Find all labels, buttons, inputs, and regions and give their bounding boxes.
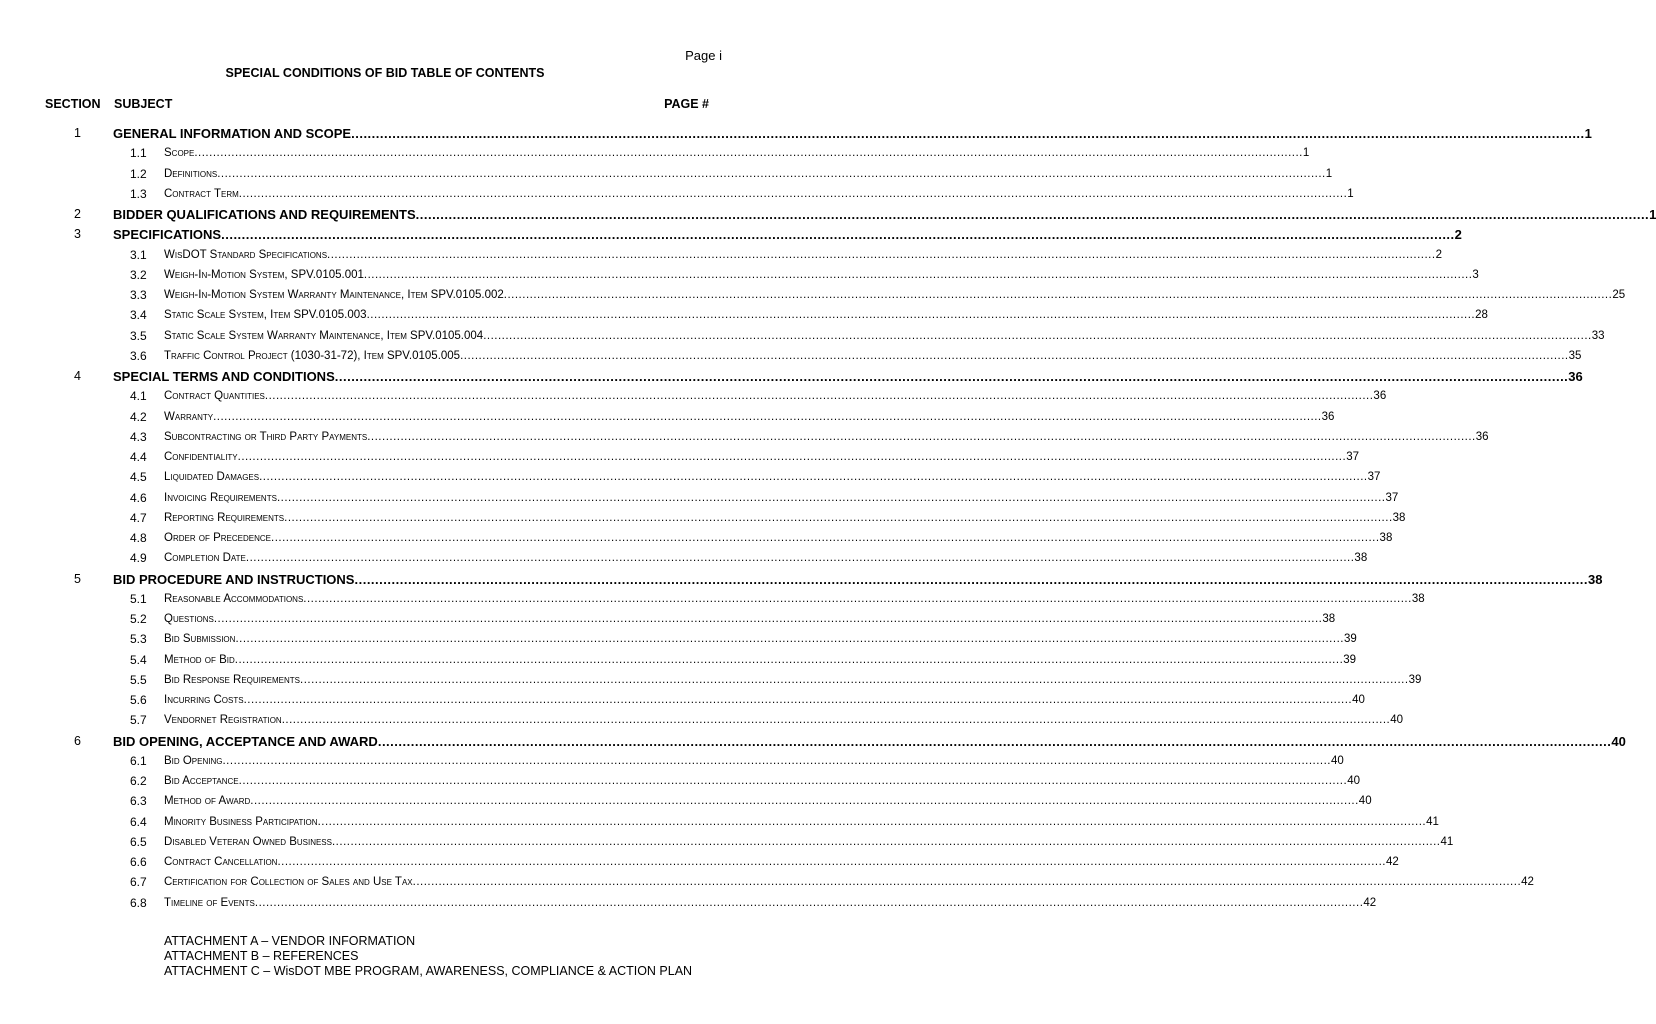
toc-entry[interactable] — [164, 714, 1404, 727]
dot-leader: ............................................................................................................................................................................................................................................................................................................ — [221, 227, 1455, 243]
toc-page-number: 1 — [1325, 167, 1333, 180]
toc-title: Bid Response Requirements — [164, 673, 301, 686]
toc-number: 5.2 — [130, 612, 147, 626]
toc-entry[interactable] — [164, 471, 1381, 484]
toc-title: Bid Opening — [164, 754, 223, 767]
toc-page-number: 38 — [1588, 571, 1603, 587]
toc-section-row[interactable] — [0, 205, 1656, 225]
toc-number: 4.2 — [130, 409, 147, 424]
toc-entry[interactable] — [164, 309, 1488, 322]
toc-title: Method of Award — [164, 795, 251, 808]
toc-title: Reporting Requirements — [164, 511, 285, 524]
toc-title: Method of Bid — [164, 653, 235, 666]
toc-subsection-row[interactable] — [0, 387, 1387, 407]
toc-page-number: 38 — [1411, 592, 1425, 605]
page-number: Page i — [685, 48, 722, 63]
dot-leader: ............................................................................................................................................................................................................................................................................................................ — [264, 390, 1374, 403]
toc-page-number: 40 — [1611, 733, 1626, 749]
dot-leader: ............................................................................................................................................................................................................................................................................................................ — [254, 896, 1364, 909]
toc-number: 4.6 — [130, 490, 147, 505]
toc-title: Minority Business Participation — [164, 815, 318, 828]
toc-entry[interactable] — [164, 775, 1360, 787]
toc-subsection-row[interactable] — [0, 347, 1582, 367]
toc-number: 6.5 — [130, 834, 147, 849]
dot-leader: ............................................................................................................................................................................................................................................................................................................ — [377, 733, 1612, 749]
toc-page-number: 40 — [1347, 775, 1360, 787]
toc-title: BIDDER QUALIFICATIONS AND REQUIREMENTS — [113, 207, 416, 222]
toc-entry[interactable] — [164, 329, 1605, 342]
toc-subsection-row[interactable] — [0, 509, 1406, 529]
dot-leader: ............................................................................................................................................................................................................................................................................................................ — [460, 349, 1569, 362]
attachment-c[interactable]: ATTACHMENT C – WisDOT MBE PROGRAM, AWARENESS, COMPLIANCE & ACTION PLAN — [164, 964, 693, 978]
dot-leader: ............................................................................................................................................................................................................................................................................................................ — [237, 451, 1347, 463]
toc-section-row[interactable] — [0, 732, 1626, 752]
toc-entry[interactable] — [113, 571, 1603, 587]
toc-page-number: 36 — [1568, 369, 1583, 384]
table-of-contents — [0, 124, 1656, 914]
toc-entry[interactable] — [164, 187, 1354, 200]
toc-subsection-row[interactable] — [0, 549, 1368, 569]
toc-title: Invoicing Requirements — [164, 491, 277, 504]
toc-subsection-row[interactable] — [0, 671, 1422, 691]
toc-page-number: 38 — [1354, 552, 1368, 565]
toc-number: 6.7 — [130, 875, 147, 890]
toc-page-number: 37 — [1367, 471, 1381, 484]
dot-leader: ............................................................................................................................................................................................................................................................................................................ — [284, 511, 1393, 524]
toc-subsection-row[interactable] — [0, 711, 1404, 731]
toc-page-number: 36 — [1475, 430, 1489, 443]
dot-leader: ............................................................................................................................................................................................................................................................................................................ — [213, 410, 1322, 423]
dot-leader: ............................................................................................................................................................................................................................................................................................................ — [271, 532, 1380, 544]
toc-title: SPECIAL TERMS AND CONDITIONS — [113, 369, 335, 384]
dot-leader: ............................................................................................................................................................................................................................................................................................................ — [250, 795, 1359, 808]
dot-leader: ............................................................................................................................................................................................................................................................................................................ — [234, 653, 1344, 666]
toc-number: 1.2 — [130, 166, 147, 181]
toc-page-number: 40 — [1390, 714, 1404, 727]
toc-subsection-row[interactable] — [0, 327, 1605, 347]
toc-number: 4.5 — [130, 470, 147, 485]
toc-page-number: 1 — [1584, 126, 1592, 141]
toc-subsection-row[interactable] — [0, 144, 1310, 164]
toc-number: 4.9 — [130, 551, 147, 566]
dot-leader: ............................................................................................................................................................................................................................................................................................................ — [354, 571, 1589, 587]
toc-subsection-row[interactable] — [0, 408, 1335, 428]
toc-title: WisDOT Standard Specifications — [164, 248, 328, 261]
dot-leader: ............................................................................................................................................................................................................................................................................................................ — [412, 876, 1522, 889]
toc-number: 5 — [74, 571, 81, 586]
dot-leader: ............................................................................................................................................................................................................................................................................................................ — [217, 167, 1326, 180]
toc-number: 2 — [74, 207, 81, 221]
toc-page-number: 2 — [1454, 227, 1462, 243]
dot-leader: ............................................................................................................................................................................................................................................................................................................ — [281, 714, 1391, 727]
toc-title: Static Scale System Warranty Maintenance, Item SPV.0105.004 — [164, 329, 484, 342]
toc-title: BID PROCEDURE AND INSTRUCTIONS — [113, 571, 355, 587]
toc-title: Definitions — [164, 167, 218, 180]
toc-title: Certification for Collection of Sales and Use Tax — [164, 876, 413, 889]
toc-title: Warranty — [164, 410, 214, 423]
toc-entry[interactable] — [164, 349, 1582, 362]
toc-page-number: 39 — [1408, 673, 1422, 686]
toc-title: Incurring Costs — [164, 694, 244, 706]
subject-column-header: SUBJECT — [114, 97, 173, 111]
toc-title: SPECIFICATIONS — [113, 227, 222, 243]
toc-subsection-row[interactable] — [0, 185, 1354, 205]
toc-entry[interactable] — [164, 451, 1359, 463]
toc-number: 5.1 — [130, 591, 147, 606]
dot-leader: ............................................................................................................................................................................................................................................................................................................ — [303, 592, 1412, 605]
toc-entry[interactable] — [113, 733, 1626, 749]
toc-title: Bid Acceptance — [164, 775, 239, 787]
toc-title: Bid Submission — [164, 633, 236, 646]
toc-number: 4.3 — [130, 429, 147, 444]
toc-subsection-row[interactable] — [0, 428, 1489, 448]
toc-entry[interactable] — [164, 694, 1365, 706]
toc-number: 5.7 — [130, 713, 147, 728]
dot-leader: ............................................................................................................................................................................................................................................................................................................ — [243, 694, 1353, 706]
toc-entry[interactable] — [164, 633, 1357, 646]
dot-leader: ............................................................................................................................................................................................................................................................................................................ — [334, 369, 1569, 384]
toc-number: 6.8 — [130, 895, 147, 910]
toc-subsection-row[interactable] — [0, 813, 1439, 833]
toc-subsection-row[interactable] — [0, 529, 1393, 549]
toc-subsection-row[interactable] — [0, 853, 1399, 873]
dot-leader: ............................................................................................................................................................................................................................................................................................................ — [351, 126, 1585, 141]
toc-page-number: 42 — [1385, 856, 1399, 868]
toc-title: GENERAL INFORMATION AND SCOPE — [113, 126, 352, 141]
toc-entry[interactable] — [164, 268, 1479, 281]
toc-entry[interactable] — [164, 248, 1442, 261]
dot-leader: ............................................................................................................................................................................................................................................................................................................ — [503, 289, 1613, 301]
toc-page-number: 1 — [1302, 147, 1310, 160]
toc-entry[interactable] — [164, 410, 1335, 423]
toc-entry[interactable] — [164, 856, 1399, 868]
toc-title: Liquidated Damages — [164, 471, 260, 484]
toc-page-number: 39 — [1343, 653, 1357, 666]
toc-title: Contract Cancellation — [164, 856, 278, 868]
toc-entry[interactable] — [164, 835, 1454, 848]
toc-subsection-row[interactable] — [0, 610, 1336, 630]
toc-page-number: 36 — [1321, 410, 1335, 423]
dot-leader: ............................................................................................................................................................................................................................................................................................................ — [238, 187, 1348, 200]
toc-number: 6.4 — [130, 814, 147, 829]
toc-subsection-row[interactable] — [0, 468, 1381, 488]
toc-page-number: 36 — [1373, 390, 1387, 403]
dot-leader: ............................................................................................................................................................................................................................................................................................................ — [259, 471, 1368, 484]
dot-leader: ............................................................................................................................................................................................................................................................................................................ — [213, 613, 1323, 625]
toc-title: Weigh-In-Motion System Warranty Maintenance, Item SPV.0105.002 — [164, 289, 504, 301]
attachments-list — [164, 934, 692, 979]
dot-leader: ............................................................................................................................................................................................................................................................................................................ — [222, 754, 1332, 767]
toc-page-number: 40 — [1331, 754, 1344, 767]
toc-subsection-row[interactable] — [0, 590, 1425, 610]
toc-section-row[interactable] — [0, 225, 1462, 245]
toc-subsection-row[interactable] — [0, 266, 1479, 286]
toc-subsection-row[interactable] — [0, 691, 1365, 711]
toc-page-number: 41 — [1426, 815, 1439, 828]
toc-entry[interactable] — [164, 491, 1399, 504]
toc-subsection-row[interactable] — [0, 286, 1626, 306]
toc-page-number: 33 — [1591, 329, 1605, 342]
toc-title: Static Scale System, Item SPV.0105.003 — [164, 309, 367, 322]
toc-number: 5.3 — [130, 632, 147, 647]
toc-number: 5.5 — [130, 672, 147, 687]
toc-number: 1 — [74, 126, 81, 140]
toc-number: 4.8 — [130, 531, 147, 545]
toc-entry[interactable] — [164, 167, 1333, 180]
toc-entry[interactable] — [164, 754, 1344, 767]
toc-page-number: 39 — [1343, 633, 1357, 646]
section-column-header: SECTION — [45, 97, 101, 111]
toc-subsection-row[interactable] — [0, 792, 1372, 812]
toc-number: 3.3 — [130, 288, 147, 302]
toc-subsection-row[interactable] — [0, 246, 1442, 266]
attachment-b[interactable]: ATTACHMENT B – REFERENCES — [164, 949, 359, 963]
toc-number: 3.4 — [130, 308, 147, 323]
dot-leader: ............................................................................................................................................................................................................................................................................................................ — [367, 430, 1476, 443]
toc-subsection-row[interactable] — [0, 772, 1360, 792]
toc-subsection-row[interactable] — [0, 651, 1357, 671]
toc-page-number: 42 — [1363, 896, 1377, 909]
dot-leader: ............................................................................................................................................................................................................................................................................................................ — [415, 207, 1650, 222]
toc-section-row[interactable] — [0, 124, 1592, 144]
toc-number: 3 — [74, 227, 81, 242]
toc-number: 5.4 — [130, 652, 147, 667]
toc-page-number: 2 — [1435, 248, 1442, 261]
toc-number: 6.3 — [130, 794, 147, 809]
toc-entry[interactable] — [164, 613, 1336, 625]
toc-number: 4.1 — [130, 389, 147, 404]
toc-number: 4.7 — [130, 510, 147, 525]
toc-title: Weigh-In-Motion System, SPV.0105.001 — [164, 268, 364, 281]
toc-title: Completion Date — [164, 552, 246, 565]
toc-entry[interactable] — [164, 876, 1534, 889]
dot-leader: ............................................................................................................................................................................................................................................................................................................ — [277, 856, 1386, 868]
toc-title: Order of Precedence — [164, 532, 272, 544]
toc-section-row[interactable] — [0, 570, 1603, 590]
toc-number: 3.5 — [130, 328, 147, 343]
toc-page-number: 40 — [1352, 694, 1365, 706]
toc-number: 5.6 — [130, 693, 147, 707]
toc-subsection-row[interactable] — [0, 165, 1333, 185]
dot-leader: ............................................................................................................................................................................................................................................................................................................ — [331, 835, 1441, 848]
toc-number: 3.1 — [130, 247, 147, 262]
dot-leader: ............................................................................................................................................................................................................................................................................................................ — [238, 775, 1348, 787]
page-title: SPECIAL CONDITIONS OF BID TABLE OF CONTENTS — [225, 66, 545, 80]
toc-title: Vendornet Registration — [164, 714, 282, 727]
dot-leader: ............................................................................................................................................................................................................................................................................................................ — [363, 268, 1473, 281]
toc-number: 3.6 — [130, 348, 147, 363]
toc-subsection-row[interactable] — [0, 752, 1344, 772]
toc-section-row[interactable] — [0, 367, 1583, 387]
toc-number: 6 — [74, 733, 81, 748]
toc-page-number: 38 — [1392, 511, 1406, 524]
toc-subsection-row[interactable] — [0, 833, 1454, 853]
toc-page-number: 38 — [1322, 613, 1336, 625]
toc-subsection-row[interactable] — [0, 448, 1359, 468]
dot-leader: ............................................................................................................................................................................................................................................................................................................ — [300, 673, 1409, 686]
toc-number: 1.1 — [130, 146, 147, 161]
dot-leader: ............................................................................................................................................................................................................................................................................................................ — [327, 248, 1436, 261]
toc-entry[interactable] — [164, 289, 1626, 301]
toc-subsection-row[interactable] — [0, 630, 1357, 650]
toc-page-number: 37 — [1385, 491, 1399, 504]
toc-title: Subcontracting or Third Party Payments — [164, 430, 368, 443]
toc-page-number: 1 — [1649, 207, 1656, 222]
toc-title: Reasonable Accommodations — [164, 592, 304, 605]
toc-entry[interactable] — [164, 795, 1372, 808]
toc-title: Disabled Veteran Owned Business — [164, 835, 332, 848]
toc-number: 4 — [74, 369, 81, 383]
dot-leader: ............................................................................................................................................................................................................................................................................................................ — [366, 309, 1476, 322]
toc-entry[interactable] — [164, 552, 1368, 565]
toc-page-number: 37 — [1346, 451, 1359, 463]
toc-entry[interactable] — [164, 390, 1387, 403]
toc-page-number: 41 — [1440, 835, 1454, 848]
toc-entry[interactable] — [164, 592, 1425, 605]
toc-number: 4.4 — [130, 450, 147, 464]
toc-page-number: 1 — [1347, 187, 1354, 200]
dot-leader: ............................................................................................................................................................................................................................................................................................................ — [245, 552, 1355, 565]
toc-entry[interactable] — [164, 815, 1439, 828]
toc-page-number: 35 — [1568, 349, 1582, 362]
toc-page-number: 40 — [1358, 795, 1372, 808]
toc-page-number: 38 — [1379, 532, 1393, 544]
toc-page-number: 25 — [1612, 289, 1626, 301]
toc-entry[interactable] — [164, 430, 1489, 443]
toc-subsection-row[interactable] — [0, 873, 1534, 893]
toc-subsection-row[interactable] — [0, 894, 1377, 914]
toc-subsection-row[interactable] — [0, 306, 1488, 326]
toc-entry[interactable] — [113, 227, 1462, 243]
toc-title: Traffic Control Project (1030-31-72), Item SPV.0105.005 — [164, 349, 461, 362]
toc-title: Timeline of Events — [164, 896, 255, 909]
toc-number: 6.2 — [130, 774, 147, 788]
toc-entry[interactable] — [164, 673, 1422, 686]
toc-page-number: 28 — [1475, 309, 1488, 322]
toc-title: Questions — [164, 613, 214, 625]
toc-entry[interactable] — [164, 653, 1357, 666]
toc-number: 6.6 — [130, 855, 147, 869]
toc-page-number: 3 — [1472, 268, 1479, 281]
toc-title: Confidentiality — [164, 451, 238, 463]
toc-title: Scope — [164, 147, 195, 160]
page-column-header: PAGE # — [664, 97, 709, 111]
dot-leader: ............................................................................................................................................................................................................................................................................................................ — [317, 815, 1427, 828]
toc-number: 1.3 — [130, 186, 147, 201]
toc-number: 6.1 — [130, 753, 147, 768]
dot-leader: ............................................................................................................................................................................................................................................................................................................ — [194, 147, 1303, 160]
toc-entry[interactable] — [113, 126, 1592, 141]
toc-entry[interactable] — [164, 896, 1377, 909]
toc-number: 3.2 — [130, 267, 147, 282]
attachment-a[interactable]: ATTACHMENT A – VENDOR INFORMATION — [164, 934, 416, 948]
toc-entry[interactable] — [113, 369, 1583, 384]
toc-page-number: 42 — [1521, 876, 1534, 889]
toc-title: Contract Term — [164, 187, 239, 200]
toc-entry[interactable] — [164, 532, 1393, 544]
toc-subsection-row[interactable] — [0, 489, 1399, 509]
toc-entry[interactable] — [113, 207, 1656, 222]
dot-leader: ............................................................................................................................................................................................................................................................................................................ — [235, 633, 1344, 646]
dot-leader: ............................................................................................................................................................................................................................................................................................................ — [483, 329, 1592, 342]
toc-entry[interactable] — [164, 147, 1310, 160]
toc-title: BID OPENING, ACCEPTANCE AND AWARD — [113, 733, 378, 749]
toc-title: Contract Quantities — [164, 390, 265, 403]
dot-leader: ............................................................................................................................................................................................................................................................................................................ — [276, 491, 1386, 504]
toc-entry[interactable] — [164, 511, 1406, 524]
